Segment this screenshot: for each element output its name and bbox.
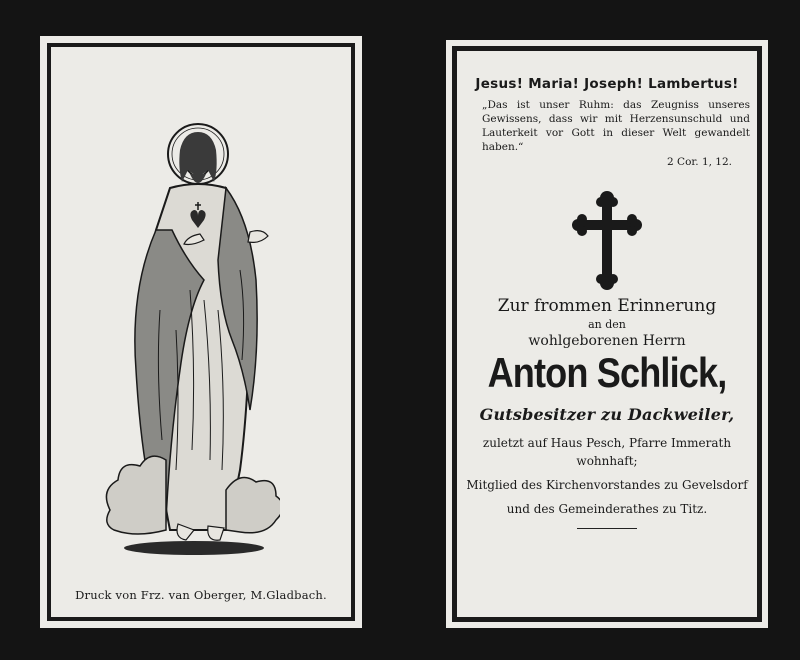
printer-credit: Druck von Frz. van Oberger, M.Gladbach. bbox=[75, 588, 327, 602]
invocation-heading: Jesus! Maria! Joseph! Lambertus! bbox=[475, 76, 739, 92]
sacred-heart-illustration bbox=[100, 110, 280, 560]
cross-ornament bbox=[460, 190, 754, 290]
sacred-heart-figure-icon bbox=[100, 110, 280, 560]
memorial-line: Zur frommen Erinnerung bbox=[497, 296, 717, 316]
trefoil-cross-icon bbox=[572, 190, 642, 290]
membership-line: Mitglied des Kirchenvorstandes zu Gevelsdorf bbox=[466, 478, 748, 492]
right-page bbox=[446, 40, 768, 628]
council-line: und des Gemeinderathes zu Titz. bbox=[506, 502, 708, 516]
scripture-quote: „Das ist unser Ruhm: das Zeugniss unseres Gewissens, dass wir mit Herzensunschuld und Lauterkeit vor Gott in dieser Welt gewandelt haben.“ bbox=[482, 99, 750, 153]
occupation-line: Gutsbesitzer zu Dackweiler, bbox=[479, 405, 735, 424]
left-page bbox=[40, 36, 362, 628]
an-den-line: an den bbox=[588, 318, 626, 331]
residence-line: zuletzt auf Haus Pesch, Pfarre Immerath wohnhaft; bbox=[482, 436, 732, 468]
right-page-content bbox=[460, 54, 754, 614]
scripture-reference: 2 Cor. 1, 12. bbox=[667, 156, 732, 168]
closing-rule bbox=[577, 528, 637, 529]
deceased-name: Anton Schlick, bbox=[487, 349, 727, 396]
honorific-line: wohlgeborenen Herrn bbox=[528, 333, 686, 349]
